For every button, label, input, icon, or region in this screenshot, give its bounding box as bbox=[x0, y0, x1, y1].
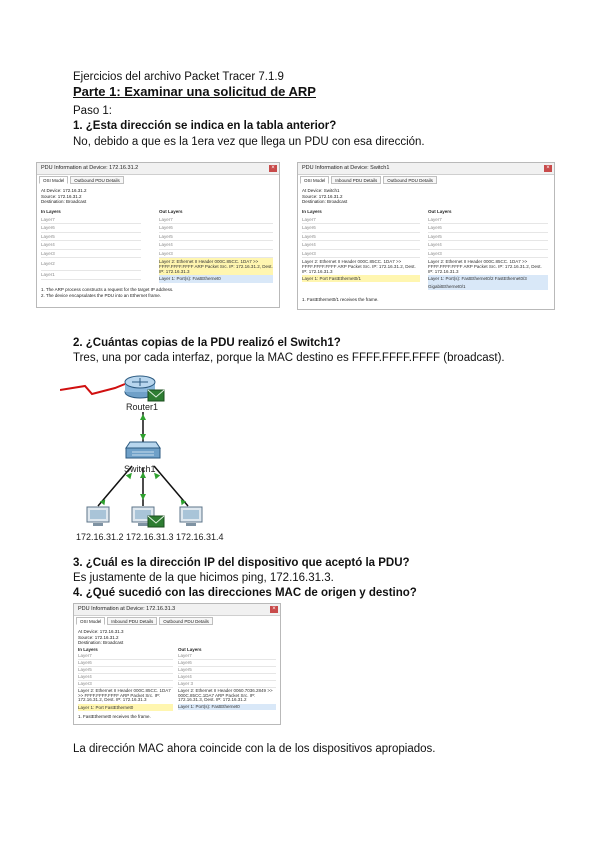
tab-outbound[interactable]: Outbound PDU Details bbox=[159, 617, 213, 625]
answer-3: Es justamente de la que hicimos ping, 172.16.31.3. bbox=[73, 572, 334, 584]
process-notes: 1. FastEthernet0/1 receives the frame. bbox=[302, 297, 379, 302]
close-icon[interactable]: × bbox=[270, 606, 278, 613]
process-notes: 1. The ARP process constructs a request for the target IP address. 2. The device encapsulates the PDU into an Ethernet frame. bbox=[41, 287, 174, 298]
pc2-label: 172.16.31.3 bbox=[126, 532, 174, 542]
close-icon[interactable]: × bbox=[269, 165, 277, 172]
out-layers: Out Layers Layer7 Layer6 Layer5 Layer4 Layer 3 Layer 2: Ethernet II Header 0060.7036.2849 >> 000C.85CC.1DA7 ARP Packet Src. IP: 172.16.31.3, Dest. IP: 172.16.31.2 Layer 1: Port(s): FastEthernet0 bbox=[178, 647, 276, 710]
answer-2: Tres, una por cada interfaz, porque la MAC destino es FFFF.FFFF.FFFF (broadcast). bbox=[73, 352, 505, 364]
question-2: 2. ¿Cuántas copias de la PDU realizó el Switch1? bbox=[73, 337, 341, 349]
pdu-window-2 bbox=[297, 162, 555, 310]
switch-label: Switch1 bbox=[124, 464, 156, 474]
envelope-icon bbox=[148, 516, 164, 527]
window-titlebar: PDU Information at Device: 172.16.31.3 bbox=[74, 604, 280, 616]
pdu-info: At Device: Switch1 Source: 172.16.31.2 Destination: Broadcast bbox=[302, 188, 348, 204]
question-4: 4. ¿Qué sucedió con las direcciones MAC de origen y destino? bbox=[73, 587, 417, 599]
tab-outbound[interactable]: Outbound PDU Details bbox=[70, 176, 124, 184]
question-1: 1. ¿Esta dirección se indica en la tabla anterior? bbox=[73, 120, 337, 132]
tab-osi-model[interactable]: OSI Model bbox=[39, 176, 68, 184]
serial-link bbox=[60, 384, 125, 394]
question-3: 3. ¿Cuál es la dirección IP del dispositivo que aceptó la PDU? bbox=[73, 557, 410, 569]
envelope-icon bbox=[148, 390, 164, 401]
pc-icon[interactable] bbox=[87, 507, 109, 526]
pdu-window-1 bbox=[36, 162, 280, 308]
pc1-label: 172.16.31.2 bbox=[76, 532, 124, 542]
tab-osi-model[interactable]: OSI Model bbox=[300, 176, 329, 184]
part-title: Parte 1: Examinar una solicitud de ARP bbox=[73, 84, 316, 99]
answer-4: La dirección MAC ahora coincide con la de los dispositivos apropiados. bbox=[73, 743, 436, 755]
link-switch-pc3 bbox=[154, 466, 188, 506]
tab-outbound[interactable]: Outbound PDU Details bbox=[383, 176, 437, 184]
step-label: Paso 1: bbox=[73, 105, 112, 117]
router-label: Router1 bbox=[126, 402, 159, 412]
close-icon[interactable]: × bbox=[544, 165, 552, 172]
process-notes: 1. FastEthernet0 receives the frame. bbox=[78, 714, 151, 719]
in-layers: In Layers Layer7 Layer6 Layer5 Layer4 Layer3 Layer 2: Ethernet II Header 000C.85CC. 1DA7 >> FFFF.FFFF.FFFF ARP Packet Src. IP: 172.16.31.2, Dest. IP: 172.16.31.3 Layer 1: Port FastEthernet0 bbox=[78, 647, 173, 711]
tab-osi-model[interactable]: OSI Model bbox=[76, 617, 105, 625]
answer-1: No, debido a que es la 1era vez que llega un PDU con esa dirección. bbox=[73, 136, 425, 148]
doc-heading: Ejercicios del archivo Packet Tracer 7.1.9 bbox=[73, 71, 284, 83]
out-layers: Out Layers Layer7 Layer6 Layer5 Layer4 Layer3 Layer 2: Ethernet II Header 000C.85CC. 1DA7 >> FFFF.FFFF.FFFF ARP Packet Src. IP: 172.16.31.2, Dest. IP: 172.16.31.3 Layer 1: Port(s): FastEthernet0/2 FastEthernet0/3 GigabitEthernet0/1 bbox=[428, 208, 548, 290]
pc3-label: 172.16.31.4 bbox=[176, 532, 224, 542]
pdu-info: At Device: 172.16.31.3 Source: 172.16.31.2 Destination: Broadcast bbox=[78, 629, 124, 645]
pdu-info: At Device: 172.16.31.2 Source: 172.16.31.2 Destination: Broadcast bbox=[41, 188, 87, 204]
window-titlebar: PDU Information at Device: Switch1 bbox=[298, 163, 554, 175]
pdu-window-3 bbox=[73, 603, 281, 725]
pc-icon[interactable] bbox=[180, 507, 202, 526]
switch-icon[interactable] bbox=[126, 442, 160, 458]
window-titlebar: PDU Information at Device: 172.16.31.2 bbox=[37, 163, 279, 175]
tab-inbound[interactable]: Inbound PDU Details bbox=[331, 176, 381, 184]
network-topology bbox=[60, 368, 280, 548]
out-layers: Out Layers Layer7 Layer6 Layer5 Layer4 Layer3 Layer 2: Ethernet II Header 000C.85CC. 1DA7 >> FFFF.FFFF.FFFF ARP Packet Src. IP: 172.16.31.2, Dest. IP: 172.16.31.3 Layer 1: Port(s): FastEthernet0 bbox=[159, 209, 273, 281]
in-layers: In Layers Layer7 Layer6 Layer5 Layer4 Layer3 Layer2 Layer1 bbox=[41, 208, 141, 280]
tab-inbound[interactable]: Inbound PDU Details bbox=[107, 617, 157, 625]
in-layers: In Layers Layer7 Layer6 Layer5 Layer4 Layer3 Layer 2: Ethernet II Header 000C.85CC. 1DA7 >> FFFF.FFFF.FFFF ARP Packet Src. IP: 172.16.31.2, Dest. IP: 172.16.31.3 Layer 1: Port FastEthernet0/1 bbox=[302, 208, 420, 282]
